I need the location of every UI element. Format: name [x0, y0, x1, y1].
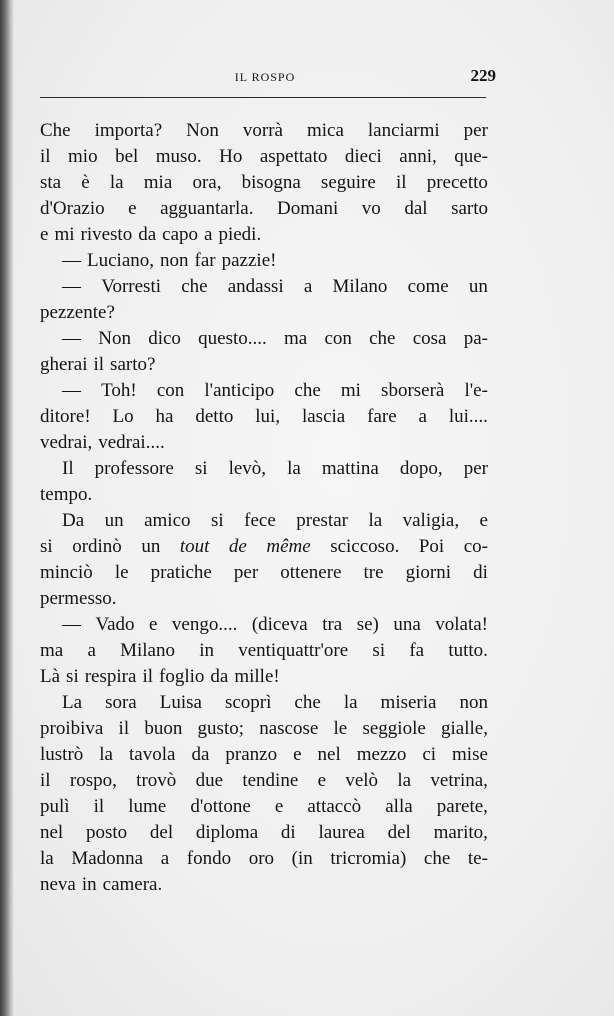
text-line: Là si respira il foglio da mille! — [40, 666, 280, 687]
text-line: ditore! Lo ha detto lui, lascia fare a lui.... — [40, 406, 488, 427]
text-line: pulì il lume d'ottone e attaccò alla parete, — [40, 796, 488, 817]
page-header — [44, 66, 496, 86]
text-line: neva in camera. — [40, 874, 163, 895]
text-line: gherai il sarto? — [40, 354, 156, 375]
text-line: lustrò la tavola da pranzo e nel mezzo ci mise — [40, 744, 488, 765]
text-line: e mi rivesto da capo a piedi. — [40, 224, 262, 245]
text-line: pezzente? — [40, 302, 115, 323]
text-line: si ordinò un tout de même sciccoso. Poi co- — [40, 536, 488, 557]
running-title: IL ROSPO — [234, 70, 296, 84]
text-line: il rospo, trovò due tendine e velò la vetrina, — [40, 770, 488, 791]
text-line: nel posto del diploma di laurea del marito, — [40, 822, 488, 843]
text-line: ma a Milano in ventiquattr'ore si fa tutto. — [40, 640, 488, 661]
header-rule — [40, 97, 486, 98]
text-line: proibiva il buon gusto; nascose le seggiole gialle, — [40, 718, 488, 739]
page-number: 229 — [470, 66, 496, 85]
text-line: permesso. — [40, 588, 117, 609]
text-line: sta è la mia ora, bisogna seguire il precetto — [40, 172, 488, 193]
text-line: Da un amico si fece prestar la valigia, e — [62, 510, 488, 531]
body-text — [40, 118, 488, 898]
text-line: d'Orazio e agguantarla. Domani vo dal sarto — [40, 198, 488, 219]
text-line: vedrai, vedrai.... — [40, 432, 165, 453]
text-line: La sora Luisa scoprì che la miseria non — [62, 692, 488, 713]
text-line: Che importa? Non vorrà mica lanciarmi per — [40, 120, 488, 141]
text-line: — Vorresti che andassi a Milano come un — [62, 276, 488, 297]
text-line: — Luciano, non far pazzie! — [62, 250, 277, 271]
text-line: — Vado e vengo.... (diceva tra se) una volata! — [62, 614, 488, 635]
spine-shadow — [0, 0, 14, 1016]
text-line: minciò le pratiche per ottenere tre giorni di — [40, 562, 488, 583]
text-line: — Toh! con l'anticipo che mi sborserà l'e- — [62, 380, 488, 401]
text-line: la Madonna a fondo oro (in tricromia) che te- — [40, 848, 488, 869]
text-line: Il professore si levò, la mattina dopo, per — [62, 458, 488, 479]
text-line: — Non dico questo.... ma con che cosa pa- — [62, 328, 488, 349]
text-line: il mio bel muso. Ho aspettato dieci anni, que- — [40, 146, 488, 167]
text-line: tempo. — [40, 484, 93, 505]
